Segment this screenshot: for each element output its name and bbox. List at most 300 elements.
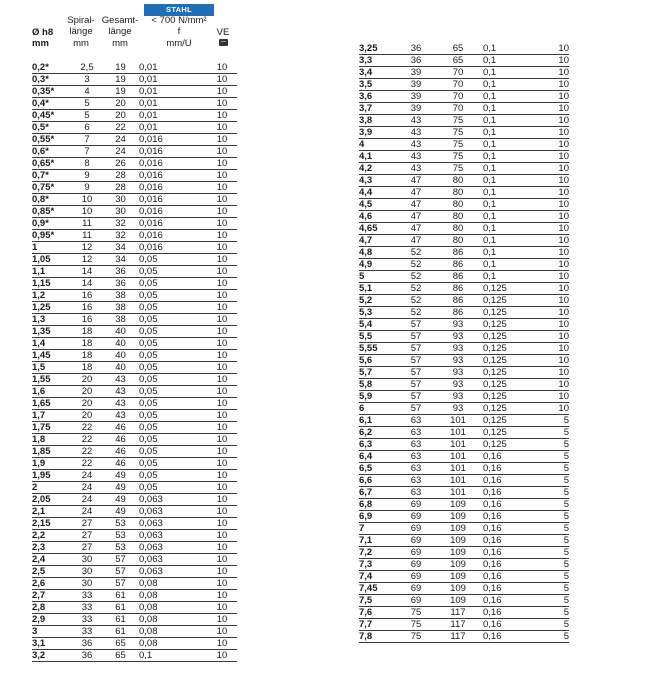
cell-diameter: 1,55 — [32, 374, 72, 386]
cell-feed: 0,16 — [483, 535, 539, 547]
cell-spiral-length: 43 — [399, 151, 433, 163]
cell-spiral-length: 52 — [399, 247, 433, 259]
cell-diameter: 0,95* — [32, 230, 72, 242]
cell-feed: 0,01 — [139, 74, 207, 86]
cell-diameter: 1,7 — [32, 410, 72, 422]
cell-diameter: 1,4 — [32, 338, 72, 350]
cell-spiral-length: 63 — [399, 415, 433, 427]
cell-diameter: 0,7* — [32, 170, 72, 182]
table-row — [32, 290, 237, 302]
cell-ve: 10 — [207, 290, 237, 302]
package-icon — [219, 39, 228, 46]
cell-diameter: 6,8 — [359, 499, 399, 511]
cell-ve: 10 — [207, 614, 237, 626]
cell-feed: 0,16 — [483, 451, 539, 463]
table-row — [32, 278, 237, 290]
table-row — [32, 362, 237, 374]
cell-ve: 10 — [539, 259, 569, 271]
cell-diameter: 1,65 — [32, 398, 72, 410]
table-row — [359, 607, 569, 619]
table-row — [32, 482, 237, 494]
table-row — [32, 170, 237, 182]
cell-feed: 0,01 — [139, 62, 207, 74]
cell-total-length: 109 — [433, 511, 483, 523]
cell-spiral-length: 63 — [399, 487, 433, 499]
cell-diameter: 3,3 — [359, 55, 399, 67]
cell-ve: 10 — [207, 518, 237, 530]
header-spiral-line1: Spiral- — [67, 15, 95, 26]
cell-feed: 0,16 — [483, 631, 539, 643]
cell-feed: 0,016 — [139, 242, 207, 254]
cell-ve: 5 — [539, 607, 569, 619]
table-row — [32, 206, 237, 218]
cell-feed: 0,05 — [139, 338, 207, 350]
cell-ve: 10 — [207, 542, 237, 554]
cell-ve: 10 — [207, 470, 237, 482]
cell-diameter: 5,8 — [359, 379, 399, 391]
cell-feed: 0,016 — [139, 206, 207, 218]
cell-total-length: 80 — [433, 235, 483, 247]
cell-feed: 0,1 — [139, 650, 207, 662]
cell-spiral-length: 24 — [72, 494, 102, 506]
cell-spiral-length: 43 — [399, 163, 433, 175]
cell-ve: 5 — [539, 451, 569, 463]
cell-total-length: 34 — [102, 242, 139, 254]
cell-ve: 10 — [539, 175, 569, 187]
cell-feed: 0,05 — [139, 398, 207, 410]
cell-total-length: 46 — [102, 434, 139, 446]
cell-feed: 0,125 — [483, 391, 539, 403]
cell-ve: 10 — [539, 91, 569, 103]
cell-total-length: 75 — [433, 139, 483, 151]
cell-diameter: 4,6 — [359, 211, 399, 223]
cell-spiral-length: 75 — [399, 631, 433, 643]
cell-feed: 0,063 — [139, 494, 207, 506]
table-row — [32, 638, 237, 650]
cell-total-length: 19 — [102, 62, 139, 74]
cell-ve: 5 — [539, 535, 569, 547]
cell-total-length: 86 — [433, 307, 483, 319]
table-row — [32, 530, 237, 542]
cell-feed: 0,1 — [483, 175, 539, 187]
cell-feed: 0,16 — [483, 559, 539, 571]
cell-diameter: 2,5 — [32, 566, 72, 578]
cell-diameter: 4 — [359, 139, 399, 151]
cell-spiral-length: 5 — [72, 110, 102, 122]
table-row — [32, 146, 237, 158]
table-row — [32, 518, 237, 530]
cell-spiral-length: 27 — [72, 530, 102, 542]
cell-spiral-length: 57 — [399, 343, 433, 355]
cell-ve: 10 — [207, 362, 237, 374]
cell-spiral-length: 69 — [399, 535, 433, 547]
table-row — [359, 415, 569, 427]
cell-total-length: 30 — [102, 206, 139, 218]
table-row — [32, 386, 237, 398]
cell-diameter: 4,1 — [359, 151, 399, 163]
cell-ve: 5 — [539, 511, 569, 523]
cell-spiral-length: 69 — [399, 511, 433, 523]
cell-total-length: 38 — [102, 302, 139, 314]
cell-spiral-length: 36 — [399, 55, 433, 67]
cell-diameter: 0,9* — [32, 218, 72, 230]
cell-feed: 0,05 — [139, 434, 207, 446]
cell-spiral-length: 36 — [72, 650, 102, 662]
cell-total-length: 109 — [433, 499, 483, 511]
cell-diameter: 1,15 — [32, 278, 72, 290]
table-row — [32, 506, 237, 518]
table-row — [32, 134, 237, 146]
cell-total-length: 24 — [102, 134, 139, 146]
cell-spiral-length: 22 — [72, 458, 102, 470]
cell-diameter: 7,2 — [359, 547, 399, 559]
table-row — [359, 631, 569, 643]
cell-diameter: 2 — [32, 482, 72, 494]
cell-diameter: 2,05 — [32, 494, 72, 506]
header-total-length — [100, 15, 140, 49]
table-row — [32, 350, 237, 362]
table-row — [359, 307, 569, 319]
table-row — [359, 247, 569, 259]
cell-feed: 0,1 — [483, 55, 539, 67]
cell-total-length: 34 — [102, 254, 139, 266]
cell-ve: 10 — [207, 110, 237, 122]
cell-ve: 5 — [539, 487, 569, 499]
cell-total-length: 109 — [433, 583, 483, 595]
table-row — [359, 355, 569, 367]
cell-feed: 0,125 — [483, 355, 539, 367]
cell-spiral-length: 69 — [399, 523, 433, 535]
cell-spiral-length: 12 — [72, 254, 102, 266]
cell-total-length: 93 — [433, 331, 483, 343]
cell-total-length: 38 — [102, 314, 139, 326]
cell-total-length: 109 — [433, 559, 483, 571]
table-row — [32, 314, 237, 326]
cell-feed: 0,125 — [483, 415, 539, 427]
cell-total-length: 46 — [102, 458, 139, 470]
cell-diameter: 4,7 — [359, 235, 399, 247]
cell-total-length: 53 — [102, 518, 139, 530]
table-row — [359, 163, 569, 175]
table-row — [32, 602, 237, 614]
cell-diameter: 7,45 — [359, 583, 399, 595]
cell-feed: 0,08 — [139, 590, 207, 602]
header-feed — [136, 15, 222, 49]
table-row — [359, 619, 569, 631]
table-row — [32, 182, 237, 194]
cell-feed: 0,05 — [139, 278, 207, 290]
cell-spiral-length: 22 — [72, 434, 102, 446]
cell-spiral-length: 5 — [72, 98, 102, 110]
cell-total-length: 43 — [102, 398, 139, 410]
cell-diameter: 6,6 — [359, 475, 399, 487]
cell-diameter: 7,5 — [359, 595, 399, 607]
cell-total-length: 109 — [433, 571, 483, 583]
cell-ve: 10 — [539, 307, 569, 319]
table-row — [359, 139, 569, 151]
cell-feed: 0,016 — [139, 134, 207, 146]
table-row — [32, 302, 237, 314]
cell-spiral-length: 18 — [72, 350, 102, 362]
cell-spiral-length: 7 — [72, 146, 102, 158]
cell-spiral-length: 6 — [72, 122, 102, 134]
cell-ve: 5 — [539, 427, 569, 439]
table-row — [359, 403, 569, 415]
table-row — [359, 259, 569, 271]
material-badge: STAHL — [144, 4, 214, 16]
cell-feed: 0,16 — [483, 583, 539, 595]
cell-spiral-length: 52 — [399, 307, 433, 319]
cell-spiral-length: 75 — [399, 619, 433, 631]
cell-spiral-length: 8 — [72, 158, 102, 170]
header-spiral-unit: mm — [73, 37, 89, 49]
cell-ve: 5 — [539, 475, 569, 487]
cell-feed: 0,063 — [139, 530, 207, 542]
cell-feed: 0,016 — [139, 194, 207, 206]
cell-spiral-length: 27 — [72, 542, 102, 554]
cell-ve: 10 — [539, 391, 569, 403]
cell-feed: 0,16 — [483, 463, 539, 475]
cell-ve: 10 — [207, 194, 237, 206]
cell-ve: 10 — [539, 403, 569, 415]
cell-ve: 10 — [539, 379, 569, 391]
cell-total-length: 65 — [102, 650, 139, 662]
cell-ve: 10 — [207, 146, 237, 158]
cell-ve: 10 — [539, 139, 569, 151]
table-row — [359, 55, 569, 67]
cell-spiral-length: 39 — [399, 79, 433, 91]
cell-diameter: 3,2 — [32, 650, 72, 662]
cell-total-length: 86 — [433, 271, 483, 283]
table-row — [359, 43, 569, 55]
cell-ve: 10 — [207, 350, 237, 362]
cell-feed: 0,1 — [483, 127, 539, 139]
cell-diameter: 3 — [32, 626, 72, 638]
cell-total-length: 80 — [433, 175, 483, 187]
cell-total-length: 117 — [433, 619, 483, 631]
cell-spiral-length: 36 — [399, 43, 433, 55]
cell-diameter: 3,5 — [359, 79, 399, 91]
cell-total-length: 61 — [102, 602, 139, 614]
cell-ve: 10 — [207, 554, 237, 566]
cell-total-length: 80 — [433, 211, 483, 223]
cell-total-length: 40 — [102, 326, 139, 338]
cell-total-length: 38 — [102, 290, 139, 302]
cell-total-length: 36 — [102, 278, 139, 290]
cell-feed: 0,16 — [483, 547, 539, 559]
cell-feed: 0,1 — [483, 67, 539, 79]
cell-ve: 10 — [207, 422, 237, 434]
cell-spiral-length: 63 — [399, 439, 433, 451]
cell-total-length: 53 — [102, 542, 139, 554]
cell-diameter: 5,2 — [359, 295, 399, 307]
cell-feed: 0,063 — [139, 518, 207, 530]
table-row — [32, 374, 237, 386]
cell-diameter: 5,6 — [359, 355, 399, 367]
cell-diameter: 3,4 — [359, 67, 399, 79]
cell-spiral-length: 43 — [399, 127, 433, 139]
cell-spiral-length: 63 — [399, 475, 433, 487]
cell-spiral-length: 36 — [72, 638, 102, 650]
table-row — [32, 338, 237, 350]
cell-feed: 0,05 — [139, 470, 207, 482]
cell-total-length: 20 — [102, 98, 139, 110]
cell-spiral-length: 18 — [72, 338, 102, 350]
table-row — [32, 218, 237, 230]
table-row — [359, 115, 569, 127]
cell-diameter: 3,8 — [359, 115, 399, 127]
cell-ve: 10 — [207, 134, 237, 146]
table-row — [32, 98, 237, 110]
cell-total-length: 61 — [102, 614, 139, 626]
cell-feed: 0,16 — [483, 607, 539, 619]
cell-total-length: 40 — [102, 338, 139, 350]
cell-feed: 0,08 — [139, 638, 207, 650]
table-row — [359, 187, 569, 199]
cell-total-length: 57 — [102, 554, 139, 566]
cell-ve: 10 — [207, 494, 237, 506]
cell-diameter: 6,7 — [359, 487, 399, 499]
cell-diameter: 0,35* — [32, 86, 72, 98]
cell-feed: 0,1 — [483, 235, 539, 247]
table-row — [32, 494, 237, 506]
cell-total-length: 80 — [433, 187, 483, 199]
cell-diameter: 2,8 — [32, 602, 72, 614]
cell-ve: 10 — [207, 650, 237, 662]
cell-diameter: 3,9 — [359, 127, 399, 139]
cell-total-length: 43 — [102, 410, 139, 422]
table-row — [359, 199, 569, 211]
cell-spiral-length: 52 — [399, 271, 433, 283]
table-row — [32, 194, 237, 206]
table-row — [32, 566, 237, 578]
cell-ve: 10 — [207, 302, 237, 314]
cell-total-length: 22 — [102, 122, 139, 134]
cell-spiral-length: 10 — [72, 194, 102, 206]
cell-diameter: 7,6 — [359, 607, 399, 619]
cell-feed: 0,16 — [483, 487, 539, 499]
cell-diameter: 1,95 — [32, 470, 72, 482]
cell-diameter: 0,4* — [32, 98, 72, 110]
cell-ve: 10 — [207, 170, 237, 182]
cell-total-length: 93 — [433, 319, 483, 331]
cell-ve: 10 — [539, 295, 569, 307]
cell-diameter: 1,9 — [32, 458, 72, 470]
cell-diameter: 7,8 — [359, 631, 399, 643]
cell-spiral-length: 57 — [399, 367, 433, 379]
cell-total-length: 61 — [102, 626, 139, 638]
table-row — [32, 86, 237, 98]
cell-ve: 10 — [207, 638, 237, 650]
cell-spiral-length: 69 — [399, 595, 433, 607]
cell-ve: 10 — [539, 247, 569, 259]
cell-spiral-length: 24 — [72, 506, 102, 518]
cell-total-length: 65 — [433, 55, 483, 67]
cell-diameter: 6,3 — [359, 439, 399, 451]
cell-diameter: 1,6 — [32, 386, 72, 398]
cell-spiral-length: 47 — [399, 187, 433, 199]
table-row — [359, 559, 569, 571]
cell-spiral-length: 11 — [72, 218, 102, 230]
cell-ve: 10 — [207, 482, 237, 494]
table-row — [359, 127, 569, 139]
cell-diameter: 2,1 — [32, 506, 72, 518]
cell-feed: 0,1 — [483, 103, 539, 115]
cell-total-length: 101 — [433, 439, 483, 451]
cell-total-length: 46 — [102, 422, 139, 434]
cell-diameter: 1 — [32, 242, 72, 254]
cell-diameter: 4,8 — [359, 247, 399, 259]
cell-ve: 10 — [539, 43, 569, 55]
table-row — [32, 590, 237, 602]
cell-feed: 0,016 — [139, 230, 207, 242]
cell-ve: 10 — [539, 67, 569, 79]
cell-spiral-length: 20 — [72, 386, 102, 398]
cell-total-length: 117 — [433, 631, 483, 643]
cell-diameter: 5,7 — [359, 367, 399, 379]
cell-feed: 0,05 — [139, 422, 207, 434]
cell-spiral-length: 75 — [399, 607, 433, 619]
cell-spiral-length: 33 — [72, 590, 102, 602]
cell-feed: 0,05 — [139, 266, 207, 278]
cell-ve: 10 — [207, 158, 237, 170]
cell-spiral-length: 9 — [72, 182, 102, 194]
table-row — [32, 398, 237, 410]
cell-ve: 10 — [207, 506, 237, 518]
cell-total-length: 86 — [433, 247, 483, 259]
table-row — [32, 110, 237, 122]
cell-feed: 0,063 — [139, 542, 207, 554]
cell-feed: 0,016 — [139, 182, 207, 194]
cell-feed: 0,125 — [483, 403, 539, 415]
cell-total-length: 80 — [433, 199, 483, 211]
table-row — [359, 571, 569, 583]
cell-feed: 0,05 — [139, 326, 207, 338]
cell-diameter: 6,5 — [359, 463, 399, 475]
cell-diameter: 5,3 — [359, 307, 399, 319]
cell-feed: 0,1 — [483, 187, 539, 199]
cell-diameter: 5,4 — [359, 319, 399, 331]
table-row — [359, 451, 569, 463]
cell-total-length: 117 — [433, 607, 483, 619]
cell-feed: 0,125 — [483, 343, 539, 355]
cell-spiral-length: 57 — [399, 391, 433, 403]
cell-total-length: 101 — [433, 415, 483, 427]
cell-feed: 0,16 — [483, 475, 539, 487]
cell-total-length: 61 — [102, 590, 139, 602]
table-row — [359, 223, 569, 235]
cell-spiral-length: 3 — [72, 74, 102, 86]
cell-total-length: 70 — [433, 79, 483, 91]
cell-total-length: 75 — [433, 151, 483, 163]
cell-spiral-length: 2,5 — [72, 62, 102, 74]
table-row — [32, 266, 237, 278]
cell-feed: 0,125 — [483, 331, 539, 343]
cell-ve: 10 — [207, 122, 237, 134]
cell-ve: 10 — [539, 55, 569, 67]
cell-diameter: 6 — [359, 403, 399, 415]
cell-total-length: 49 — [102, 506, 139, 518]
cell-ve: 10 — [207, 578, 237, 590]
cell-feed: 0,05 — [139, 290, 207, 302]
table-row — [359, 511, 569, 523]
cell-spiral-length: 57 — [399, 319, 433, 331]
cell-spiral-length: 4 — [72, 86, 102, 98]
cell-feed: 0,16 — [483, 499, 539, 511]
cell-diameter: 6,2 — [359, 427, 399, 439]
cell-ve: 5 — [539, 439, 569, 451]
cell-total-length: 65 — [102, 638, 139, 650]
